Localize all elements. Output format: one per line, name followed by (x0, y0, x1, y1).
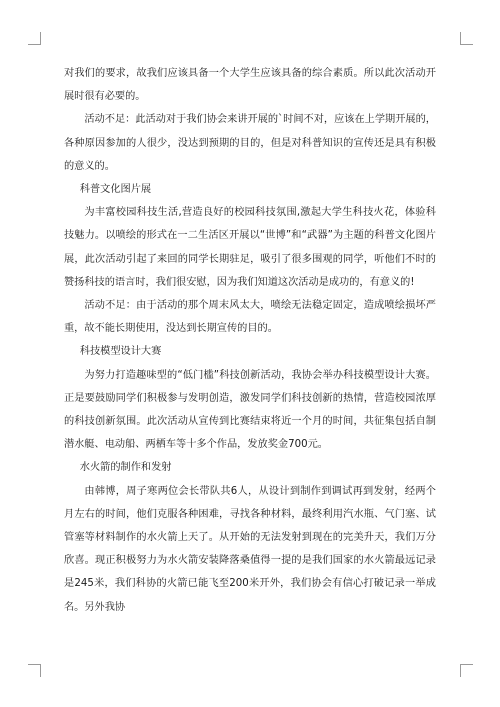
paragraph-intro-continuation: 对我们的要求，故我们应该具备一个大学生应该具备的综合素质。所以此次活动开展时很有必要的。 (64, 68, 436, 103)
section-heading-science-photo-exhibit: 科普文化图片展 (79, 184, 152, 196)
crop-mark-bottom-right (460, 664, 473, 677)
paragraph-photo-exhibit: 为丰富校园科技生活,营造良好的校园科技氛围,激起大学生科技火花，体验科技魅力。以喷绘的形式在一二生活区开展以“世博”和“武器”为主题的科普文化图片展，此次活动引起了来回的同学长期驻足，吸引了很多围观的同学，听他们不时的赞扬科技的语言时，我们很安慰，因为我们知道这次活动是成功的，有意义的! (64, 207, 436, 288)
paragraph-model-design-contest: 为努力打造趣味型的“低门槛”科技创新活动，我协会举办科技模型设计大赛。正是要鼓励同学们积极参与发明创造，激发同学们科技创新的热情，营造校园浓厚的科技创新氛围。此次活动从宣传到比赛结束将近一个月的时间，共征集包括自制潜水艇、电动船、两栖车等十多个作品，发放奖金700元。 (64, 369, 436, 451)
crop-mark-top-left (28, 32, 41, 45)
paragraph-activity-shortcoming-2: 活动不足：由于活动的那个周末风太大，喷绘无法稳定固定，造成喷绘损坏严重，故不能长期使用，没达到长期宣传的目的。 (64, 300, 436, 335)
crop-mark-bottom-left (28, 664, 41, 677)
crop-mark-top-right (460, 32, 473, 45)
paragraph-activity-shortcoming-1: 活动不足：此活动对于我们协会来讲开展的`时间不对，应该在上学期开展的，各种原因参加的人很少，没达到预期的目的，但是对科普知识的宣传还是具有积极的意义的。 (64, 114, 436, 172)
section-heading-water-rocket: 水火箭的制作和发射 (79, 462, 172, 474)
document-body (64, 62, 436, 619)
paragraph-water-rocket: 由韩博，周子寒两位会长带队共6人，从设计到制作到调试再到发射，经两个月左右的时间，他们克服各种困难，寻找各种材料，最终利用汽水瓶、气门塞、试管塞等材料制作的水火箭上天了。从开始的无法发射到现在的完美升天，我们万分欣喜。现正积极努力为水火箭安装降落桑值得一提的是我们国家的水火箭最远记录是245米，我们科协的火箭已能飞至200米开外，我们协会有信心打破记录一举成名。另外我协 (64, 485, 436, 613)
section-heading-model-design-contest: 科技模型设计大赛 (79, 346, 162, 358)
